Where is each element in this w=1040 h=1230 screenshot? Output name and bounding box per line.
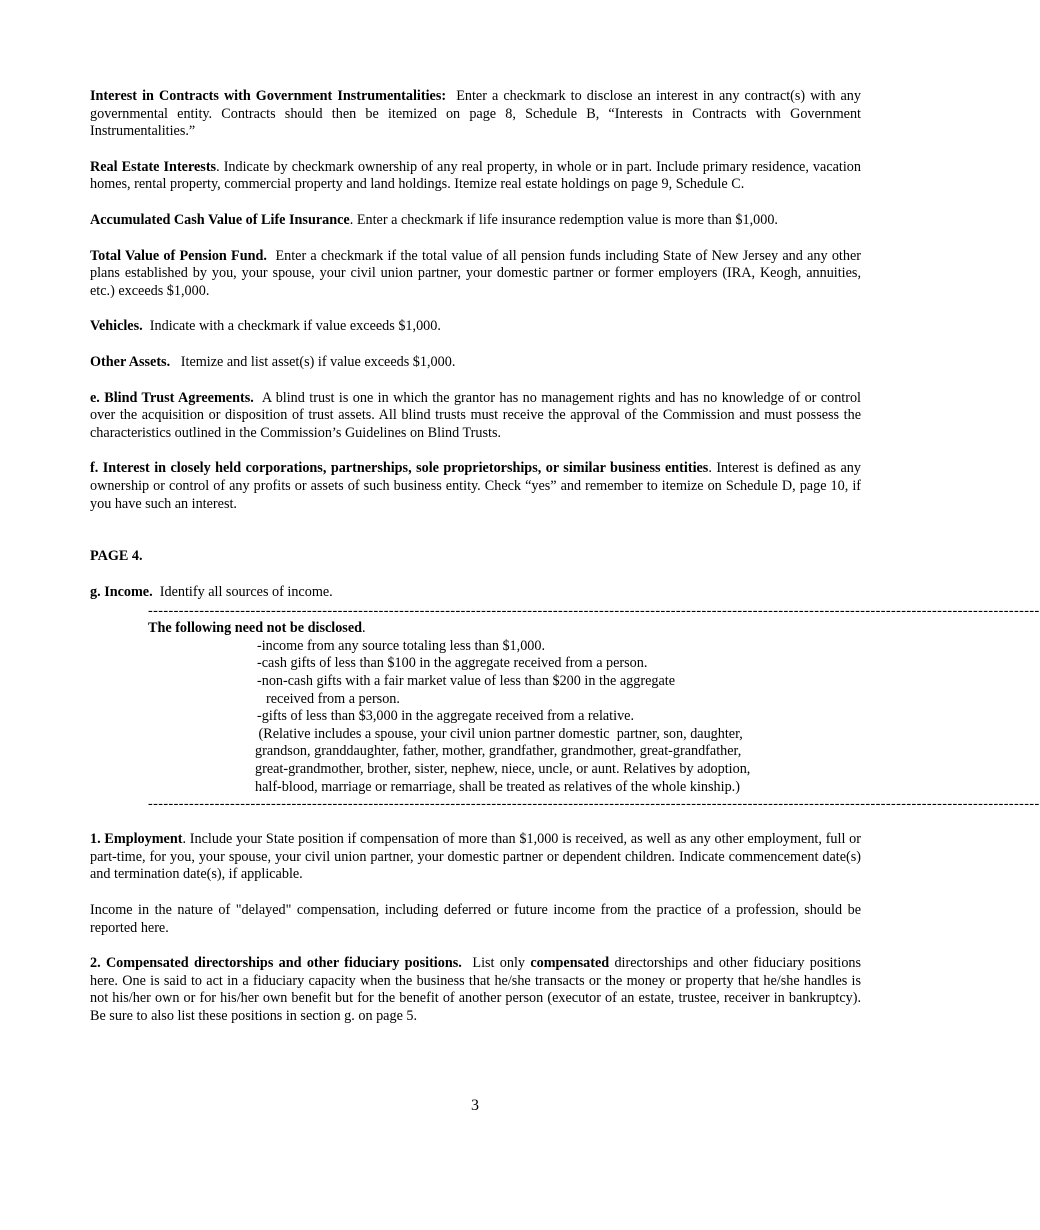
- real-estate-paragraph: [90, 159, 861, 194]
- page4-section-heading: [90, 548, 861, 566]
- vehicles-text: Indicate with a checkmark if value exceeds $1,000.: [149, 318, 441, 335]
- dashed-divider-bottom: ------------------------------------------------------------------------------------------------------------------------------------------------------------------------------: [148, 796, 1040, 813]
- life-insurance-text: . Enter a checkmark if life insurance redemption value is more than $1,000.: [349, 211, 778, 228]
- relative-definition-line: grandson, granddaughter, father, mother, grandfather, grandmother, great-grandfather,: [255, 743, 742, 760]
- not-disclosed-title: [148, 620, 861, 638]
- relative-definition-line: half-blood, marriage or remarriage, shall be treated as relatives of the whole kinship.): [255, 778, 740, 795]
- real-estate-heading: Real Estate Interests: [90, 158, 217, 175]
- employment-paragraph: [90, 831, 861, 884]
- pension-heading: Total Value of Pension Fund.: [90, 247, 267, 264]
- directorships-text-b: directorships and other fiduciary positions here. One is said to act in a fiduciary capacity when the business that he/she transacts or the money or property that he/she handles is not his/her own or for his/her own benefit but for the benefit of another person (executor of an estate, trustee, receiver in bankruptcy). Be sure to also list these positions in section g. on page 5.: [90, 955, 862, 1024]
- not-disclosed-box: [148, 603, 1040, 813]
- income-heading: g. Income.: [90, 583, 153, 600]
- not-disclosed-heading-period: .: [362, 620, 366, 637]
- delayed-compensation-paragraph: Income in the nature of "delayed" compensation, including deferred or future income from the practice of a profession, should be reported here.: [90, 902, 861, 936]
- vehicles-paragraph: [90, 318, 861, 336]
- relative-definition-line: great-grandmother, brother, sister, nephew, niece, uncle, or aunt. Relatives by adoption,: [255, 761, 751, 778]
- income-text: Identify all sources of income.: [159, 583, 333, 600]
- exemption-item: -cash gifts of less than $100 in the aggregate received from a person.: [257, 655, 648, 672]
- blind-trust-paragraph: [90, 390, 861, 443]
- dashed-divider-top: ------------------------------------------------------------------------------------------------------------------------------------------------------------------------------: [148, 603, 1040, 620]
- employment-heading: 1. Employment: [90, 831, 183, 848]
- income-paragraph: [90, 584, 861, 602]
- pension-text: Enter a checkmark if the total value of all pension funds including State of New Jersey and any other plans established by you, your spouse, your civil union partner, your domestic partner or former employers (IRA, Keogh, annuities, etc.) exceeds $1,000.: [90, 247, 861, 299]
- other-assets-text: Itemize and list asset(s) if value exceeds $1,000.: [180, 353, 456, 370]
- exemption-list: [257, 638, 861, 796]
- page4-heading: PAGE 4.: [90, 548, 143, 565]
- closely-held-paragraph: [90, 460, 861, 513]
- relative-definition-line: (Relative includes a spouse, your civil union partner domestic partner, son, daughter,: [255, 725, 743, 742]
- pension-paragraph: [90, 248, 861, 301]
- page-number: 3: [471, 1097, 479, 1114]
- blind-trust-heading: e. Blind Trust Agreements.: [90, 389, 254, 406]
- exemption-item-continued: received from a person.: [266, 690, 400, 707]
- document-body: [90, 88, 1040, 1026]
- contracts-paragraph: [90, 88, 861, 141]
- employment-text: . Include your State position if compensation of more than $1,000 is received, as well as any other employment, full or part-time, for you, your spouse, your civil union partner, your domestic partner or dependent children. Indicate commencement date(s) and termination date(s), if applicable.: [90, 831, 862, 883]
- closely-held-text: . Interest is defined as any ownership or control of any profits or assets of such business entity. Check “yes” and remember to itemize on Schedule D, page 10, if you have such an interest.: [90, 460, 861, 512]
- exemption-item: -income from any source totaling less than $1,000.: [257, 637, 546, 654]
- exemption-item: -non-cash gifts with a fair market value of less than $200 in the aggregate: [257, 673, 675, 690]
- life-insurance-paragraph: [90, 212, 861, 230]
- directorships-paragraph: [90, 955, 861, 1025]
- real-estate-text: . Indicate by checkmark ownership of any real property, in whole or in part. Include primary residence, vacation homes, rental property, commercial property and land holdings. Itemize real estate holdings on page 9, Schedule C.: [90, 158, 861, 193]
- directorships-bold-word: compensated: [530, 955, 610, 972]
- contracts-heading: Interest in Contracts with Government Instrumentalities:: [90, 88, 447, 104]
- not-disclosed-heading: The following need not be disclosed: [148, 620, 363, 637]
- exemption-item: -gifts of less than $3,000 in the aggregate received from a relative.: [257, 708, 635, 725]
- life-insurance-heading: Accumulated Cash Value of Life Insurance: [90, 211, 350, 228]
- contracts-text: Enter a checkmark to disclose an interest in any contract(s) with any governmental entity. Contracts should then be itemized on page 8, Schedule B, “Interests in Contracts with Government Instrumentalities.”: [90, 88, 861, 140]
- vehicles-heading: Vehicles.: [90, 318, 143, 335]
- blind-trust-text: A blind trust is one in which the grantor has no management rights and has no knowledge of or control over the acquisition or disposition of trust assets. All blind trusts must receive the approval of the Commission and must possess the characteristics outlined in the Commission’s Guidelines on Blind Trusts.: [90, 389, 861, 441]
- directorships-text-a: List only: [472, 955, 531, 972]
- closely-held-heading: f. Interest in closely held corporations, partnerships, sole proprietorships, or similar business entities: [90, 460, 709, 477]
- other-assets-heading: Other Assets.: [90, 353, 171, 370]
- directorships-heading: 2. Compensated directorships and other fiduciary positions.: [90, 955, 462, 972]
- other-assets-paragraph: [90, 354, 861, 372]
